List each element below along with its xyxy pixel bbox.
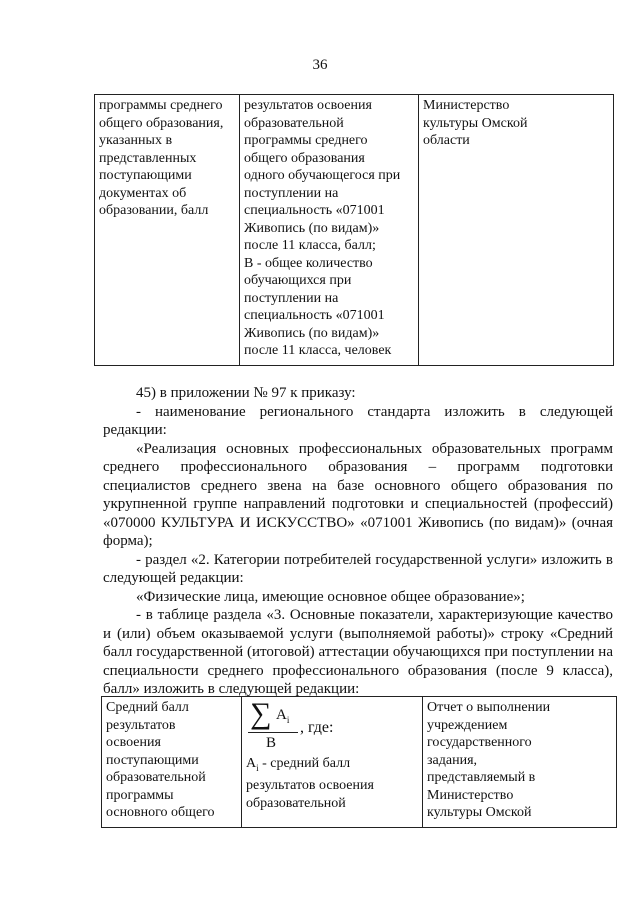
formula-numerator (276, 707, 289, 730)
cell-line: культуры Омской (423, 115, 528, 131)
table-cell-source (423, 697, 617, 828)
cell-line: специальность «071001 (244, 308, 385, 323)
variable-a: A (246, 756, 257, 771)
table-cell-indicator (95, 95, 240, 366)
table-cell-source (419, 95, 614, 366)
cell-line: образовательной (246, 795, 346, 811)
cell-line: общего образования, (99, 115, 224, 131)
cell-line: обучающихся при (244, 273, 352, 288)
cell-line: Живопись (по видам)» (244, 325, 380, 341)
cell-line: поступающими (99, 168, 192, 183)
cell-line: одного обучающегося при (244, 168, 401, 183)
cell-line: культуры Омской (427, 805, 532, 820)
cell-line: представляемый в (427, 770, 536, 785)
paragraph: 45) в приложении № 97 к приказу: (136, 385, 356, 401)
cell-line: программы среднего (99, 98, 223, 113)
paragraph: «Физические лица, имеющие основное общее образование»; (136, 588, 525, 605)
numerator-subscript: i (286, 715, 290, 725)
variable-definition: - средний балл (258, 756, 351, 771)
cell-line: образовательной (244, 115, 344, 131)
cell-line: области (423, 133, 470, 148)
cell-line: поступлении на (244, 185, 339, 201)
cell-line: Министерство (427, 787, 514, 803)
cell-line: Министерство (423, 98, 510, 113)
fraction-line (248, 732, 298, 733)
cell-line: после 11 класса, балл; (244, 238, 376, 253)
cell-line: представленных (99, 150, 197, 166)
cell-line: результатов освоения (246, 778, 374, 794)
cell-line: учреждением (427, 717, 508, 733)
cell-line: общего образования (244, 150, 365, 166)
table-cell-indicator (102, 697, 242, 828)
cell-line (246, 755, 418, 777)
table-row (95, 95, 614, 366)
cell-line: В - общее количество (244, 255, 373, 271)
table-row (102, 697, 617, 828)
cell-line: Средний балл (106, 700, 189, 715)
cell-line: документах об (99, 185, 187, 201)
cell-line: поступлении на (244, 290, 339, 306)
cell-line: освоения (106, 735, 161, 750)
cell-line: Отчет о выполнении (427, 700, 551, 715)
paragraph: - в таблице раздела «3. Основные показатели, характеризующие качество и (или) объем оказываемой услуги (выполняемой работы)» строку «Средний балл государственной (итоговой) аттестации обучающихся при поступлении на специальности среднего профессионального образования (после 9 класса), балл» изложить в следующей редакции: (103, 607, 613, 697)
cell-line: поступающими (106, 752, 199, 768)
numerator-var: A (276, 707, 287, 723)
cell-line: указанных в (99, 133, 173, 148)
cell-line: государственного (427, 735, 532, 750)
cell-line: специальность «071001 (244, 203, 385, 218)
table-top (94, 94, 614, 366)
page-number: 36 (312, 57, 328, 73)
cell-line: программы среднего (244, 133, 368, 148)
cell-line: Живопись (по видам)» (244, 220, 380, 236)
variable-subscript: i (256, 762, 259, 773)
cell-line: образовательной (106, 770, 206, 785)
cell-line: результатов освоения (244, 98, 372, 113)
cell-line: основного общего (106, 805, 215, 820)
formula-denominator: B (266, 735, 277, 751)
paragraph: - раздел «2. Категории потребителей государственной услуги» изложить в следующей редакции: (103, 551, 613, 586)
cell-line: образовании, балл (99, 203, 209, 218)
paragraph: - наименование регионального стандарта изложить в следующей редакции: (103, 403, 613, 438)
sigma-symbol: ∑ (250, 697, 272, 730)
table-cell-formula (242, 697, 423, 828)
average-formula (246, 699, 418, 755)
paragraph: «Реализация основных профессиональных образовательных программ среднего профессионального образования – программ подготовки специалистов среднего звена на базе основного общего образования по укрупненной группе направлений подготовки и специальностей (профессий) «070000 КУЛЬТУРА И ИСКУССТВО» «071001 Живопись (по видам)» (очная форма); (103, 440, 613, 549)
cell-line: программы (106, 787, 174, 803)
table-cell-formula (240, 95, 419, 366)
formula-suffix: , где: (300, 719, 334, 736)
cell-line: задания, (427, 752, 478, 768)
cell-line: результатов (106, 717, 176, 733)
body-text (103, 384, 613, 699)
table-bottom (101, 696, 617, 828)
cell-line: после 11 класса, человек (244, 343, 392, 358)
